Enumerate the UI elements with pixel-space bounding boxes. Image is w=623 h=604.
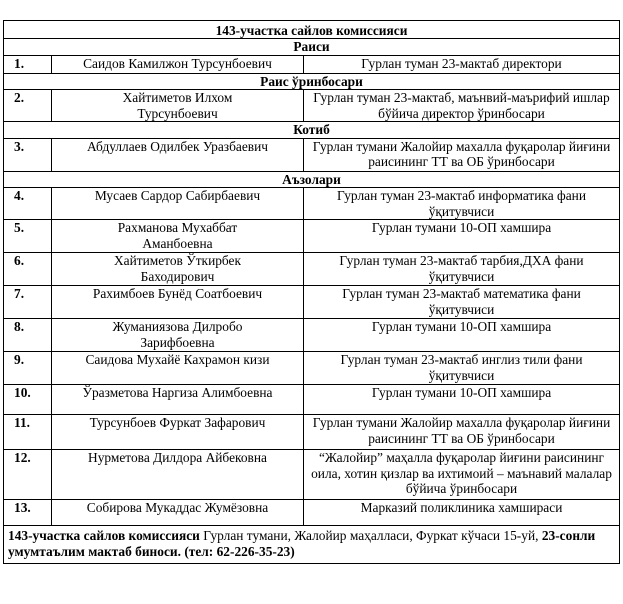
- member-name: Собирова Мукаддас Жумёзовна: [52, 500, 304, 526]
- member-position: Гурлан тумани 10-ОП хамшира: [304, 319, 620, 352]
- member-name: Турсунбоев Фуркат Зафарович: [52, 415, 304, 450]
- row-number: 9.: [4, 352, 52, 385]
- member-position: Гурлан туман 23-мактаб информатика фани ўқитувчиси: [304, 188, 620, 220]
- row-number: 10.: [4, 385, 52, 415]
- section-secretary: Котиб: [4, 122, 620, 139]
- section-row: [4, 171, 620, 188]
- section-row: [4, 122, 620, 139]
- member-position: Марказий поликлиника хамшираси: [304, 500, 620, 526]
- table-row: [4, 188, 620, 220]
- section-row: [4, 73, 620, 90]
- table-row: [4, 385, 620, 415]
- member-name: Мусаев Сардор Сабирбаевич: [52, 188, 304, 220]
- member-position: Гурлан тумани 10-ОП хамшира: [304, 220, 620, 253]
- row-number: 8.: [4, 319, 52, 352]
- member-position: Гурлан тумани 10-ОП хамшира: [304, 385, 620, 415]
- section-deputy: Раис ўринбосари: [4, 73, 620, 90]
- section-chair: Раиси: [4, 39, 620, 56]
- table-row: [4, 138, 620, 171]
- member-name: Жуманиязова Дилробо Зарифбоевна: [52, 319, 304, 352]
- row-number: 13.: [4, 500, 52, 526]
- table-row: [4, 450, 620, 500]
- member-name: Ўразметова Наргиза Алимбоевна: [52, 385, 304, 415]
- row-number: 7.: [4, 286, 52, 319]
- member-position: Гурлан тумани Жалойир махалла фуқаролар йиғини раисининг ТТ ва ОБ ўринбосари: [304, 415, 620, 450]
- table-row: [4, 90, 620, 122]
- row-number: 5.: [4, 220, 52, 253]
- row-number: 4.: [4, 188, 52, 220]
- member-name: Абдуллаев Одилбек Уразбаевич: [52, 138, 304, 171]
- member-position: Гурлан туман 23-мактаб тарбия,ДХА фани ўқитувчиси: [304, 253, 620, 286]
- table-row: [4, 415, 620, 450]
- footer-commission-name: 143-участка сайлов комиссияси: [8, 528, 200, 543]
- row-number: 1.: [4, 55, 52, 73]
- footer-address-text: Гурлан тумани, Жалойир маҳалласи, Фуркат кўчаси 15-уй,: [199, 528, 542, 543]
- member-position: Гурлан тумани Жалойир махалла фуқаролар йиғини раисининг ТТ ва ОБ ўринбосари: [304, 138, 620, 171]
- member-name: Хайтиметов Илхом Турсунбоевич: [52, 90, 304, 122]
- row-number: 6.: [4, 253, 52, 286]
- title-row: [4, 21, 620, 39]
- table-row: [4, 253, 620, 286]
- member-position: Гурлан туман 23-мактаб директори: [304, 55, 620, 73]
- row-number: 3.: [4, 138, 52, 171]
- table-row: [4, 352, 620, 385]
- commission-table: [3, 20, 620, 564]
- table-row: [4, 220, 620, 253]
- table-title: 143-участка сайлов комиссияси: [4, 21, 620, 39]
- row-number: 12.: [4, 450, 52, 500]
- footer-address: [4, 526, 620, 564]
- member-position: “Жалойир” маҳалла фуқаролар йиғини раисининг оила, хотин қизлар ва ихтимоий – маънавий малалар бўйича ўринбосари: [304, 450, 620, 500]
- member-position: Гурлан туман 23-мактаб, маънвий-маърифий ишлар бўйича директор ўринбосари: [304, 90, 620, 122]
- footer-row: [4, 526, 620, 564]
- footer-building-phone: 23-сонли умумтаълим мактаб биноси. (тел: 62-226-35-23): [8, 528, 596, 559]
- member-name: Саидова Мухайё Кахрамон кизи: [52, 352, 304, 385]
- member-position: Гурлан туман 23-мактаб математика фани ўқитувчиси: [304, 286, 620, 319]
- table-row: [4, 286, 620, 319]
- member-name: Рахманова Мухаббат Аманбоевна: [52, 220, 304, 253]
- member-name: Саидов Камилжон Турсунбоевич: [52, 55, 304, 73]
- member-position: Гурлан туман 23-мактаб инглиз тили фани ўқитувчиси: [304, 352, 620, 385]
- table-row: [4, 500, 620, 526]
- section-row: [4, 39, 620, 56]
- row-number: 11.: [4, 415, 52, 450]
- member-name: Хайтиметов Ўткирбек Баходирович: [52, 253, 304, 286]
- table-row: [4, 319, 620, 352]
- section-members: Аъзолари: [4, 171, 620, 188]
- row-number: 2.: [4, 90, 52, 122]
- member-name: Нурметова Дилдора Айбековна: [52, 450, 304, 500]
- table-row: [4, 55, 620, 73]
- member-name: Рахимбоев Бунёд Соатбоевич: [52, 286, 304, 319]
